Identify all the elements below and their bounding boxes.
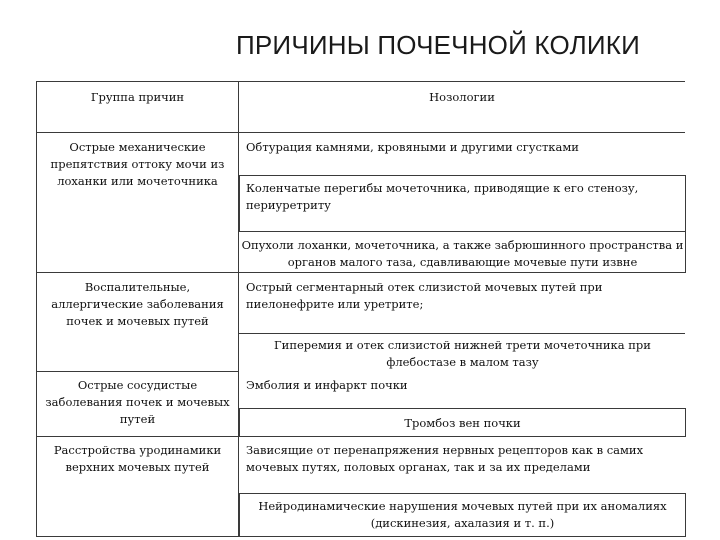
- header-bottom-line: [239, 132, 685, 133]
- nosology-item-edema: Острый сегментарный отек слизистой мочевых путей при пиелонефрите или уретрите;: [246, 280, 603, 311]
- page-title: ПРИЧИНЫ ПОЧЕЧНОЙ КОЛИКИ: [236, 30, 640, 60]
- nosology-item-tumors: Опухоли лоханки, мочеточника, а также забрюшинного пространства и органов малого таза, сдавливающие мочевые пути извне: [241, 238, 684, 269]
- nosology-item-overstrain: Зависящие от перенапряжения нервных рецепторов как в самих мочевых путях, половых органах, так и за их пределами: [246, 443, 644, 474]
- group-label-mechanical: Острые механические препятствия оттоку мочи из лоханки или мочеточника: [50, 140, 225, 188]
- nosology-item-obturation: Обтурация камнями, кровяными и другими сгустками: [246, 140, 579, 154]
- tumors-right-border: [685, 232, 686, 272]
- header-top-line: [239, 81, 685, 82]
- nosology-item-neurodynamic: Нейродинамические нарушения мочевых путей при их аномалиях (дискинезия, ахалазия и т. п.): [258, 499, 667, 530]
- header-nosology-label: Нозологии: [429, 90, 495, 104]
- nosology-item-hyperemia: Гиперемия и отек слизистой нижней трети мочеточника при флебостазе в малом тазу: [274, 338, 651, 369]
- edema-bottom-line: [239, 333, 685, 334]
- nosology-item-embolism: Эмболия и инфаркт почки: [246, 378, 408, 392]
- group-label-inflammatory: Воспалительные, аллергические заболевания почек и мочевых путей: [51, 280, 224, 328]
- nosology-item-thrombosis: Тромбоз вен почки: [404, 416, 521, 430]
- group1-bottom-line: [239, 272, 686, 273]
- group-label-urodynamics: Расстройства уродинамики верхних мочевых путей: [53, 443, 222, 474]
- header-group-label: Группа причин: [90, 90, 185, 104]
- group-label-vascular: Острые сосудистые заболевания почек и мочевых путей: [45, 378, 230, 426]
- nosology-item-kinks: Коленчатые перегибы мочеточника, приводящие к его стенозу, периуретриту: [246, 181, 639, 212]
